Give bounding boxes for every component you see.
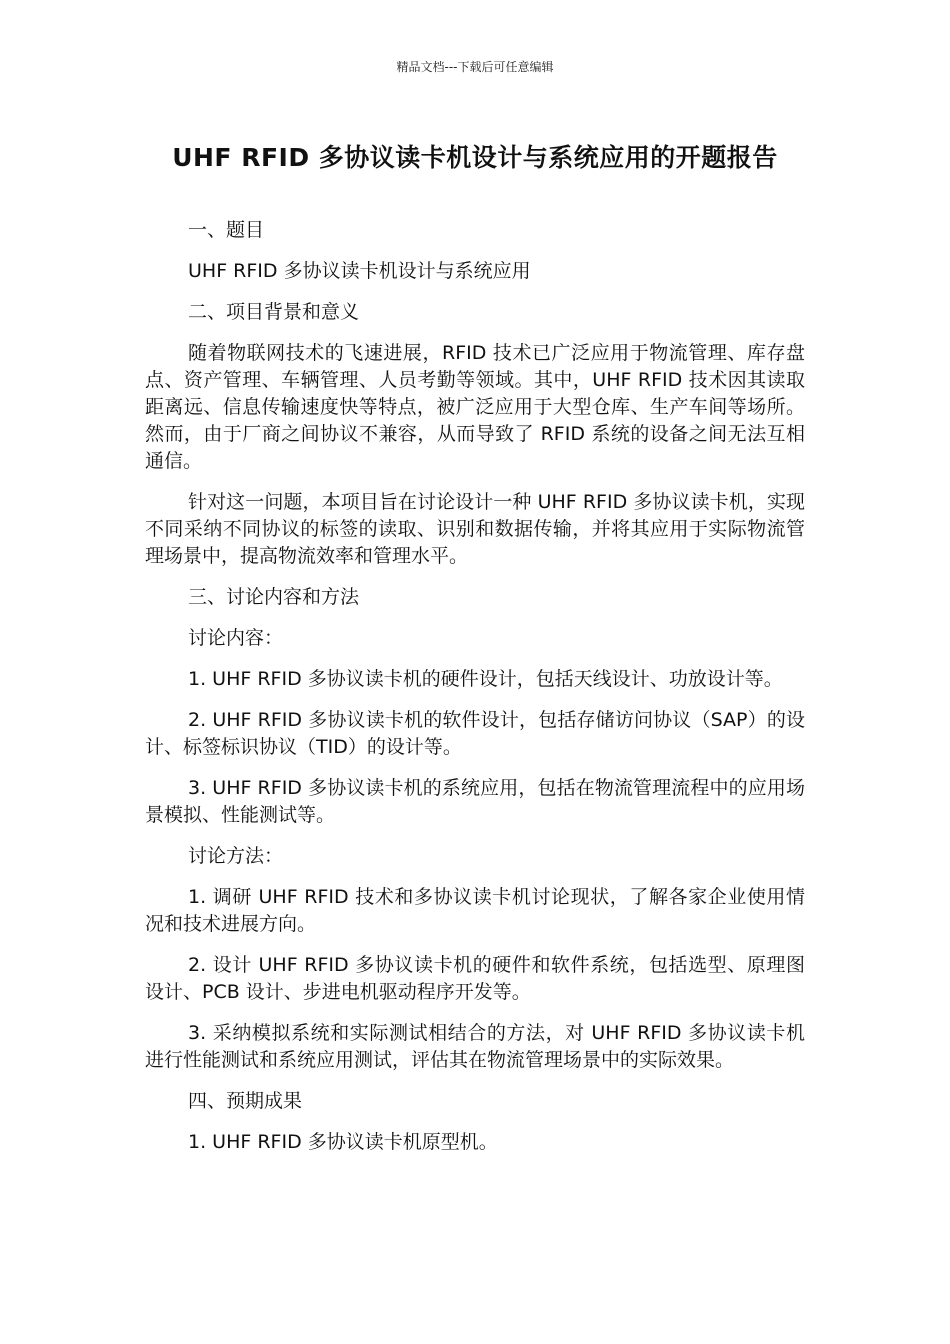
background-paragraph-1: 随着物联网技术的飞速进展，RFID 技术已广泛应用于物流管理、库存盘点、资产管理、车辆管理、人员考勤等领域。其中，UHF RFID 技术因其读取距离远、信息传输速度快等特点，被广泛应用于大型仓库、生产车间等场所。然而，由于厂商之间协议不兼容，从而导致了 RFID 系统的设备之间无法互相通信。 [145, 342, 805, 472]
research-method-item-1: 1. 调研 UHF RFID 技术和多协议读卡机讨论现状，了解各家企业使用情况和技术进展方向。 [145, 886, 805, 935]
section-heading-outcomes: 四、预期成果 [188, 1090, 303, 1112]
section-heading-topic: 一、题目 [188, 219, 265, 241]
research-content-item-2: 2. UHF RFID 多协议读卡机的软件设计，包括存储访问协议（SAP）的设计、标签标识协议（TID）的设计等。 [145, 709, 805, 758]
page-header: 精品文档---下载后可任意编辑 [396, 60, 554, 74]
document-body [145, 217, 805, 1170]
background-paragraph-2: 针对这一问题，本项目旨在讨论设计一种 UHF RFID 多协议读卡机，实现不同采纳不同协议的标签的读取、识别和数据传输，并将其应用于实际物流管理场景中，提高物流效率和管理水平。 [145, 491, 805, 567]
research-method-item-2: 2. 设计 UHF RFID 多协议读卡机的硬件和软件系统，包括选型、原理图设计、PCB 设计、步进电机驱动程序开发等。 [145, 954, 805, 1003]
section-heading-research: 三、讨论内容和方法 [188, 586, 360, 608]
section-heading-background: 二、项目背景和意义 [188, 301, 360, 323]
research-content-item-3: 3. UHF RFID 多协议读卡机的系统应用，包括在物流管理流程中的应用场景模拟、性能测试等。 [145, 777, 805, 826]
research-content-label: 讨论内容： [188, 627, 284, 649]
research-method-item-3: 3. 采纳模拟系统和实际测试相结合的方法，对 UHF RFID 多协议读卡机进行性能测试和系统应用测试，评估其在物流管理场景中的实际效果。 [145, 1022, 805, 1071]
outcome-item-1: 1. UHF RFID 多协议读卡机原型机。 [188, 1131, 498, 1153]
research-method-label: 讨论方法： [188, 845, 284, 867]
research-content-item-1: 1. UHF RFID 多协议读卡机的硬件设计，包括天线设计、功放设计等。 [188, 668, 783, 690]
document-title: UHF RFID 多协议读卡机设计与系统应用的开题报告 [172, 143, 778, 172]
topic-text: UHF RFID 多协议读卡机设计与系统应用 [188, 260, 531, 282]
